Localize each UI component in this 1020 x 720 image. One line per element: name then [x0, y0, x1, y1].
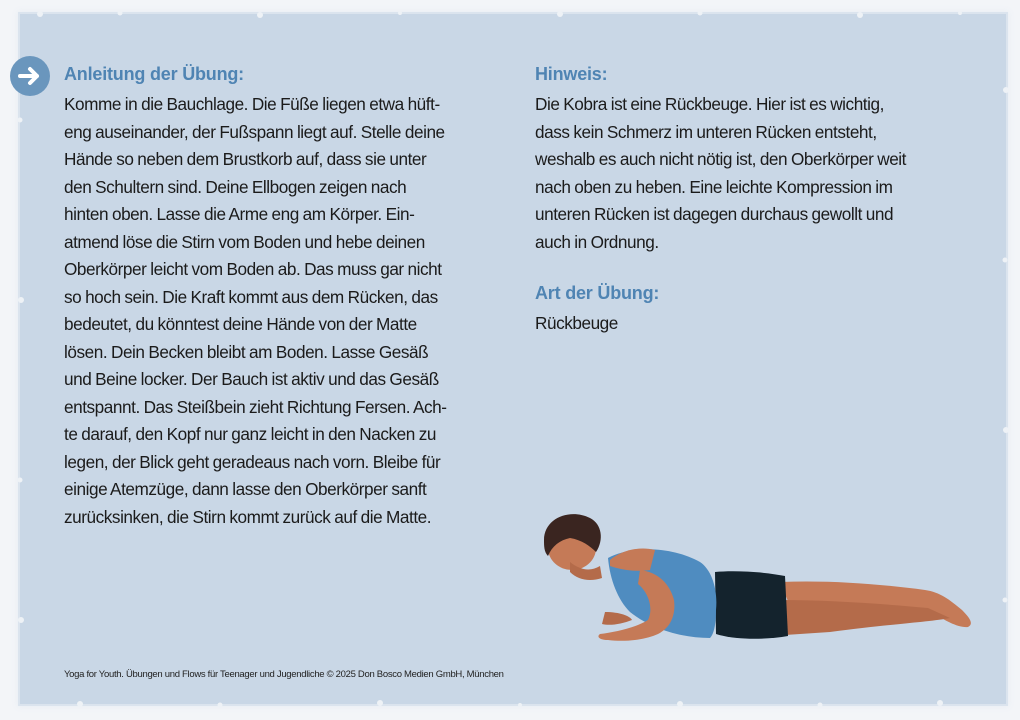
note-heading: Hinweis:	[535, 64, 608, 84]
instruction-line: eng auseinander, der Fußspann liegt auf. Stelle deine	[64, 121, 445, 142]
exercise-type-value	[535, 310, 618, 338]
instructions-text	[64, 91, 447, 531]
arrow-right-icon	[10, 56, 50, 96]
instruction-line: atmend löse die Stirn vom Boden und hebe deinen	[64, 231, 425, 252]
instruction-line: Oberkörper leicht vom Boden ab. Das muss gar nicht	[64, 259, 442, 279]
note-line: unteren Rücken ist dagegen durchaus gewollt und	[535, 204, 894, 224]
note-line: weshalb es auch nicht nötig ist, den Oberkörper weit	[535, 149, 906, 169]
note-line: auch in Ordnung.	[535, 231, 659, 252]
exercise-type-heading: Art der Übung:	[535, 283, 660, 303]
note-line: dass kein Schmerz im unteren Rücken entsteht,	[535, 121, 877, 142]
instruction-line: hinten oben. Lasse die Arme eng am Körper. Ein-	[64, 204, 415, 224]
note-line: nach oben zu heben. Eine leichte Kompression im	[535, 176, 893, 197]
instruction-line: Hände so neben dem Brustkorb auf, dass sie unter	[64, 149, 427, 169]
instruction-line: legen, der Blick geht geradeaus nach vorn. Bleibe für	[64, 451, 441, 472]
instruction-line: entspannt. Das Steißbein zieht Richtung Fersen. Ach-	[64, 396, 447, 417]
cobra-pose-illustration	[530, 500, 980, 665]
note-line: Die Kobra ist eine Rückbeuge. Hier ist es wichtig,	[535, 94, 884, 114]
instruction-line: lösen. Dein Becken bleibt am Boden. Lasse Gesäß	[64, 341, 429, 362]
instruction-line: und Beine locker. Der Bauch ist aktiv und das Gesäß	[64, 369, 439, 389]
instruction-line: te darauf, den Kopf nur ganz leicht in den Nacken zu	[64, 424, 436, 444]
instruction-line: Komme in die Bauchlage. Die Füße liegen etwa hüft-	[64, 94, 440, 114]
copyright-footer: Yoga for Youth. Übungen und Flows für Teenager und Jugendliche © 2025 Don Bosco Medien GmbH, München	[64, 669, 504, 680]
note-text	[535, 91, 906, 256]
instruction-line: so hoch sein. Die Kraft kommt aus dem Rücken, das	[64, 286, 438, 307]
instruction-line: einige Atemzüge, dann lasse den Oberkörper sanft	[64, 479, 427, 499]
instructions-heading: Anleitung der Übung:	[64, 64, 244, 84]
instruction-line: den Schultern sind. Deine Ellbogen zeigen nach	[64, 176, 407, 197]
instruction-line: zurücksinken, die Stirn kommt zurück auf die Matte.	[64, 506, 432, 527]
exercise-type-text: Rückbeuge	[535, 313, 618, 333]
instruction-line: bedeutet, du könntest deine Hände von der Matte	[64, 314, 417, 334]
